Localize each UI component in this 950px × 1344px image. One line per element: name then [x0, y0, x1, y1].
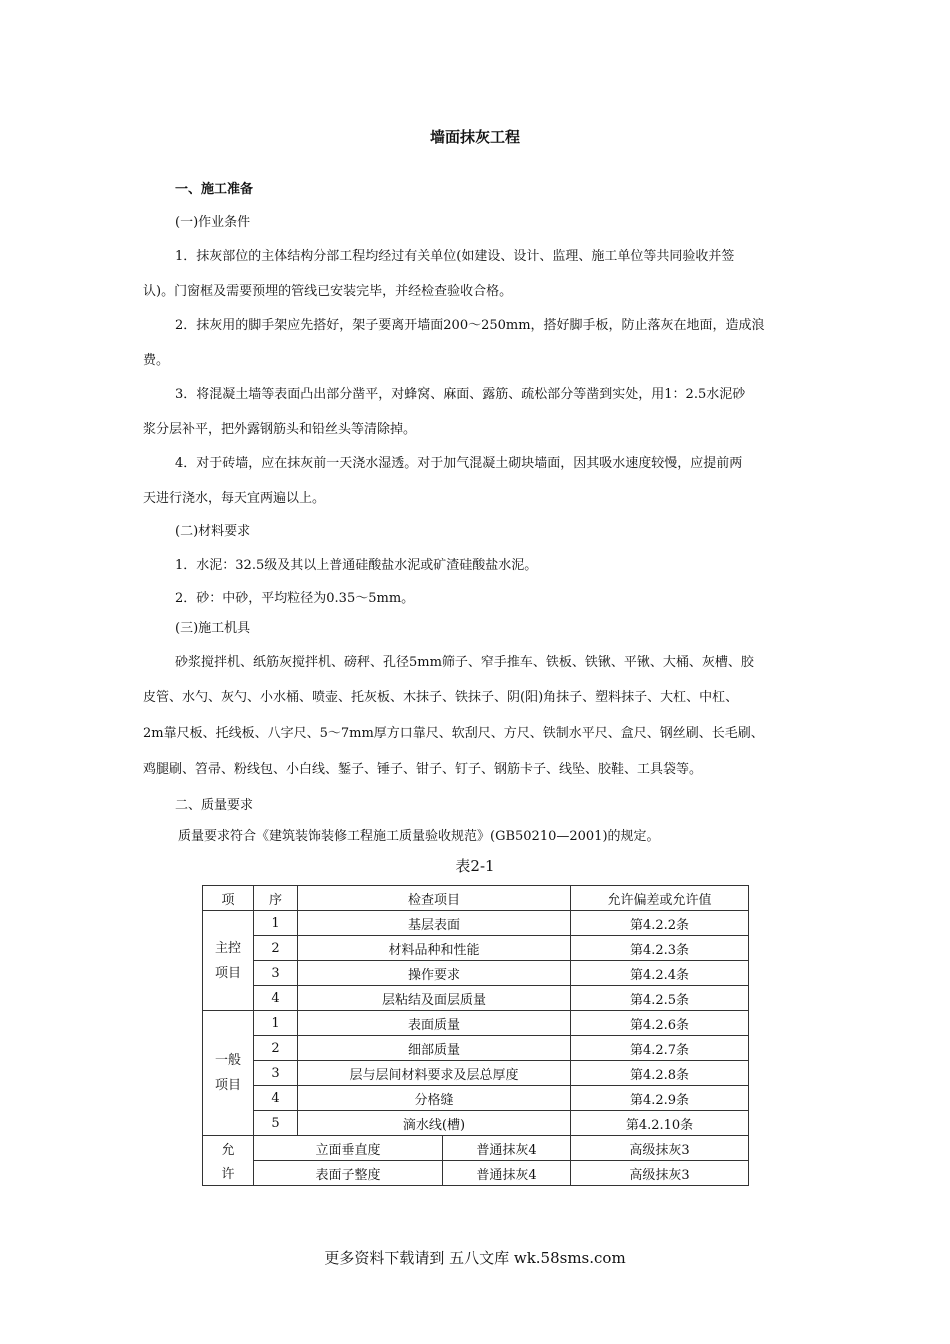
paragraph-line: 1．水泥：32.5级及其以上普通硅酸盐水泥或矿渣硅酸盐水泥。: [175, 558, 538, 573]
group-cell: 许: [203, 1161, 254, 1186]
section-heading-2: 二、质量要求: [175, 798, 254, 813]
table-cell: 第4.2.5条: [571, 986, 749, 1011]
table-caption: 表2-1: [455, 857, 495, 875]
table-cell: 1: [254, 1011, 298, 1036]
table-cell: 第4.2.7条: [571, 1036, 749, 1061]
header-cell: 检查项目: [298, 886, 571, 911]
table-cell: 1: [254, 911, 298, 936]
table-cell: 第4.2.4条: [571, 961, 749, 986]
table-cell: 3: [254, 1061, 298, 1086]
paragraph-line: 鸡腿刷、笤帚、粉线包、小白线、錾子、锤子、钳子、钉子、钢筋卡子、线坠、胶鞋、工具袋等。: [143, 762, 703, 777]
subheading-work-conditions: (一)作业条件: [175, 215, 251, 230]
table-cell: 表面质量: [298, 1011, 571, 1036]
page-title: 墙面抹灰工程: [429, 128, 520, 146]
header-cell: 允许偏差或允许值: [571, 886, 749, 911]
table-row: [203, 961, 749, 986]
table-cell: 立面垂直度: [254, 1136, 443, 1161]
table-cell: 操作要求: [298, 961, 571, 986]
table-cell: 细部质量: [298, 1036, 571, 1061]
paragraph-line: 费。: [143, 353, 170, 368]
subheading-materials: (二)材料要求: [175, 524, 251, 539]
table-cell: 第4.2.6条: [571, 1011, 749, 1036]
subheading-tools: (三)施工机具: [175, 621, 251, 636]
table-row: [203, 1061, 749, 1086]
table-cell: 2: [254, 936, 298, 961]
table-cell: 普通抹灰4: [443, 1136, 571, 1161]
header-cell: 项: [203, 886, 254, 911]
table-row: [203, 1011, 749, 1036]
table-cell: 第4.2.9条: [571, 1086, 749, 1111]
table-cell: 材料品种和性能: [298, 936, 571, 961]
table-cell: 3: [254, 961, 298, 986]
paragraph-line: 1．抹灰部位的主体结构分部工程均经过有关单位(如建设、设计、监理、施工单位等共同验收并签: [175, 249, 735, 264]
table-row: [203, 1036, 749, 1061]
table-cell: 表面子整度: [254, 1161, 443, 1186]
group-cell: [203, 911, 254, 1011]
table-row: [203, 1086, 749, 1111]
paragraph-line: 浆分层补平，把外露钢筋头和铅丝头等清除掉。: [143, 422, 417, 437]
header-cell: 序: [254, 886, 298, 911]
quality-table: [202, 885, 749, 1186]
table-row: [203, 1111, 749, 1136]
paragraph-line: 2．抹灰用的脚手架应先搭好，架子要离开墙面200～250mm，搭好脚手板，防止落灰在地面，造成浪: [175, 318, 765, 333]
paragraph-line: 2．砂：中砂，平均粒径为0.35～5mm。: [175, 591, 415, 606]
paragraph-line: 天进行浇水，每天宜两遍以上。: [143, 491, 326, 506]
group-label: 一般项目: [215, 1053, 242, 1093]
group-label: 主控项目: [215, 940, 242, 981]
table-cell: 高级抹灰3: [571, 1136, 749, 1161]
table-cell: 高级抹灰3: [571, 1161, 749, 1186]
table-cell: 第4.2.10条: [571, 1111, 749, 1136]
section-heading-1: 一、施工准备: [175, 182, 254, 197]
paragraph-line: 皮管、水勺、灰勺、小水桶、喷壶、托灰板、木抹子、铁抹子、阴(阳)角抹子、塑料抹子、大杠、中杠、: [143, 690, 739, 705]
table-cell: 层粘结及面层质量: [298, 986, 571, 1011]
paragraph-line: 认)。门窗框及需要预埋的管线已安装完毕，并经检查验收合格。: [143, 284, 513, 299]
table-cell: 滴水线(槽): [298, 1111, 571, 1136]
table-row: [203, 1136, 749, 1161]
table-row: [203, 1161, 749, 1186]
table-cell: 分格缝: [298, 1086, 571, 1111]
table-row: [203, 936, 749, 961]
table-header-row: [203, 886, 749, 911]
table-row: [203, 911, 749, 936]
paragraph-line: 质量要求符合《建筑装饰装修工程施工质量验收规范》(GB50210—2001)的规定。: [178, 829, 660, 844]
table-cell: 5: [254, 1111, 298, 1136]
table-cell: 2: [254, 1036, 298, 1061]
footer-note: 更多资料下载请到 五八文库 wk.58sms.com: [324, 1249, 626, 1267]
paragraph-line: 砂浆搅拌机、纸筋灰搅拌机、磅秤、孔径5mm筛子、窄手推车、铁板、铁锹、平锹、大桶、灰槽、胶: [175, 655, 754, 670]
table-cell: 4: [254, 986, 298, 1011]
table-cell: 4: [254, 1086, 298, 1111]
paragraph-line: 2m靠尺板、托线板、八字尺、5～7mm厚方口靠尺、软刮尺、方尺、铁制水平尺、盒尺、钢丝刷、长毛刷、: [143, 726, 764, 741]
table-cell: 普通抹灰4: [443, 1161, 571, 1186]
table-cell: 第4.2.8条: [571, 1061, 749, 1086]
table-cell: 第4.2.3条: [571, 936, 749, 961]
table-cell: 层与层间材料要求及层总厚度: [298, 1061, 571, 1086]
table-row: [203, 986, 749, 1011]
paragraph-line: 4．对于砖墙，应在抹灰前一天浇水湿透。对于加气混凝土砌块墙面，因其吸水速度较慢，应提前两: [175, 456, 743, 471]
group-cell: [203, 1011, 254, 1136]
table-cell: 基层表面: [298, 911, 571, 936]
paragraph-line: 3．将混凝土墙等表面凸出部分凿平，对蜂窝、麻面、露筋、疏松部分等凿到实处，用1：2.5水泥砂: [175, 387, 746, 402]
group-cell: 允: [203, 1136, 254, 1161]
table-cell: 第4.2.2条: [571, 911, 749, 936]
